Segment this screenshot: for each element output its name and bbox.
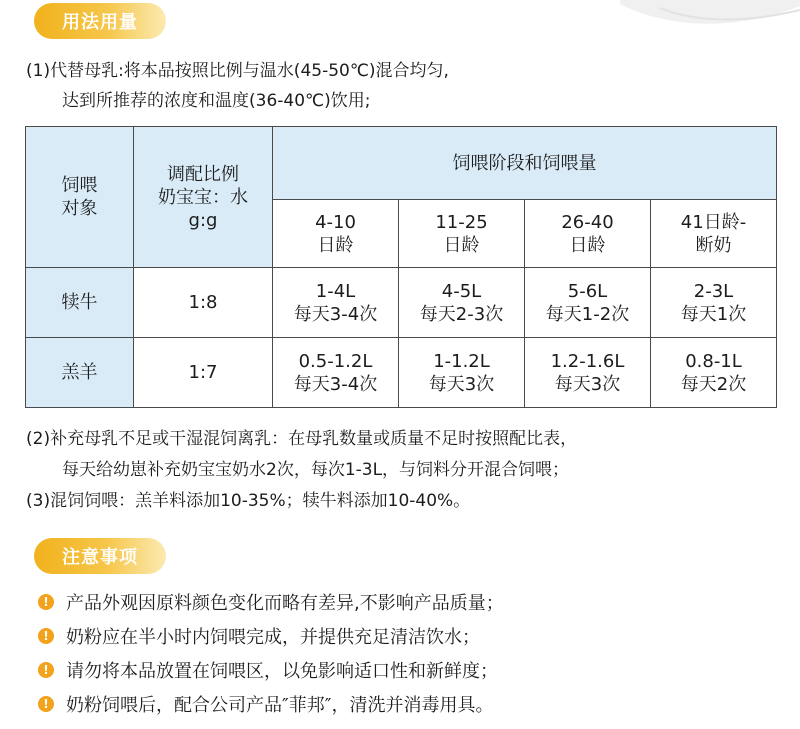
- dose-cell: 1.2-1.6L 每天3次: [525, 338, 651, 408]
- table-row: [26, 268, 777, 338]
- note-text: 产品外观因原料颜色变化而略有差异,不影响产品质量；: [66, 593, 504, 614]
- supplement-line-1: (2)补充母乳不足或干湿混饲离乳：在母乳数量或质量不足时按照配比表，: [26, 429, 578, 449]
- exclamation-circle-icon: !: [38, 628, 54, 644]
- list-item: [38, 687, 504, 721]
- feeding-table: [25, 126, 777, 408]
- notes-section-title: 注意事项: [62, 547, 138, 568]
- header-stage: 饲喂阶段和饲喂量: [273, 127, 777, 200]
- row-subject: 羔羊: [26, 338, 134, 408]
- dose-cell: 0.5-1.2L 每天3-4次: [273, 338, 399, 408]
- dose-cell: 5-6L 每天1-2次: [525, 268, 651, 338]
- stage-header: 26-40 日龄: [525, 200, 651, 268]
- intro-line-2: 达到所推荐的浓度和温度(36-40℃)饮用;: [62, 91, 371, 111]
- supplement-line-3: (3)混饲饲喂：羔羊料添加10-35%；犊牛料添加10-40%。: [26, 491, 471, 511]
- list-item: [38, 585, 504, 619]
- dose-cell: 1-4L 每天3-4次: [273, 268, 399, 338]
- stage-header: 4-10 日龄: [273, 200, 399, 268]
- list-item: [38, 619, 504, 653]
- stage-header: 11-25 日龄: [399, 200, 525, 268]
- list-item: [38, 653, 504, 687]
- header-subject: 饲喂 对象: [26, 127, 134, 268]
- dose-cell: 4-5L 每天2-3次: [399, 268, 525, 338]
- note-text: 请勿将本品放置在饲喂区，以免影响适口性和新鲜度；: [66, 661, 498, 682]
- dose-cell: 2-3L 每天1次: [651, 268, 777, 338]
- usage-section-badge: [34, 3, 166, 39]
- supplement-line-2: 每天给幼崽补充奶宝宝奶水2次，每次1-3L，与饲料分开混合饲喂；: [62, 460, 570, 480]
- dose-cell: 1-1.2L 每天3次: [399, 338, 525, 408]
- row-subject: 犊牛: [26, 268, 134, 338]
- note-text: 奶粉应在半小时内饲喂完成，并提供充足清洁饮水；: [66, 627, 480, 648]
- notes-list: [38, 585, 504, 721]
- table-row: [26, 338, 777, 408]
- exclamation-circle-icon: !: [38, 662, 54, 678]
- dose-cell: 0.8-1L 每天2次: [651, 338, 777, 408]
- stage-header: 41日龄- 断奶: [651, 200, 777, 268]
- decorative-milk-swirl: [600, 0, 800, 28]
- intro-line-1: (1)代替母乳:将本品按照比例与温水(45-50℃)混合均匀,: [26, 61, 449, 81]
- exclamation-circle-icon: !: [38, 594, 54, 610]
- notes-section-badge: [34, 538, 166, 574]
- header-ratio: 调配比例 奶宝宝：水 g:g: [134, 127, 273, 268]
- row-ratio: 1:8: [134, 268, 273, 338]
- exclamation-circle-icon: !: [38, 696, 54, 712]
- note-text: 奶粉饲喂后，配合公司产品″菲邦″，清洗并消毒用具。: [66, 695, 494, 716]
- row-ratio: 1:7: [134, 338, 273, 408]
- usage-section-title: 用法用量: [62, 12, 138, 33]
